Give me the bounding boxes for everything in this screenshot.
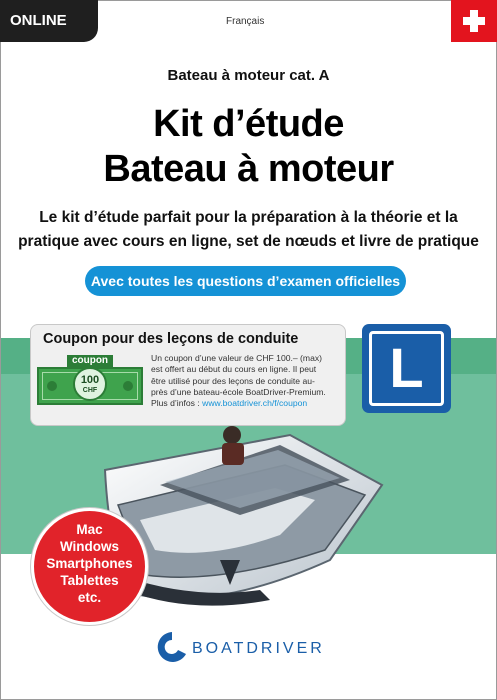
platform-item: Tablettes bbox=[60, 573, 119, 588]
swiss-flag-icon bbox=[451, 0, 497, 42]
platforms-badge bbox=[31, 508, 148, 625]
product-title-line1: Kit d’étude bbox=[153, 103, 344, 145]
description-line1: Le kit d’étude parfait pour la préparation à la théorie et la bbox=[39, 209, 458, 226]
brand-name: BOATDRIVER bbox=[192, 640, 325, 657]
platform-item: Windows bbox=[59, 539, 120, 554]
license-letter: L bbox=[369, 331, 444, 406]
coupon-text-line: près d’une bateau-école BoatDriver-Premium. bbox=[151, 386, 326, 397]
coupon-amount: 100 bbox=[80, 374, 100, 386]
product-category: Bateau à moteur cat. A bbox=[167, 67, 330, 84]
coupon-amount-badge bbox=[73, 367, 107, 401]
coupon-text-line: est offert au début du cours en ligne. Il peut bbox=[151, 364, 317, 375]
coupon-title: Coupon pour des leçons de conduite bbox=[43, 331, 299, 347]
coupon-description bbox=[151, 353, 346, 409]
exam-questions-banner: Avec toutes les questions d’examen officielles bbox=[85, 266, 406, 296]
coupon-tag: coupon bbox=[67, 355, 113, 367]
platform-item: Mac bbox=[76, 522, 103, 537]
boatdriver-logo-icon bbox=[156, 630, 188, 664]
coupon-text-line: être utilisé pour des leçons de conduite au- bbox=[151, 375, 315, 386]
coupon-currency: CHF bbox=[82, 387, 98, 394]
description-line2: pratique avec cours en ligne, set de nœuds et livre de pratique bbox=[18, 233, 479, 250]
banknote-icon bbox=[37, 367, 143, 405]
language-label: Français bbox=[226, 16, 265, 27]
platform-item: Smartphones bbox=[46, 556, 133, 571]
platform-item: etc. bbox=[77, 590, 102, 605]
product-title-line2: Bateau à moteur bbox=[103, 148, 394, 190]
online-badge: ONLINE bbox=[0, 0, 98, 42]
coupon-text-line: Un coupon d’une valeur de CHF 100.– (max) bbox=[151, 353, 323, 363]
license-l-badge bbox=[362, 324, 451, 413]
coupon-info-link[interactable]: www.boatdriver.ch/f/coupon bbox=[202, 398, 308, 409]
product-description bbox=[0, 206, 497, 254]
coupon-info-prefix: Plus d’infos : bbox=[151, 398, 203, 409]
